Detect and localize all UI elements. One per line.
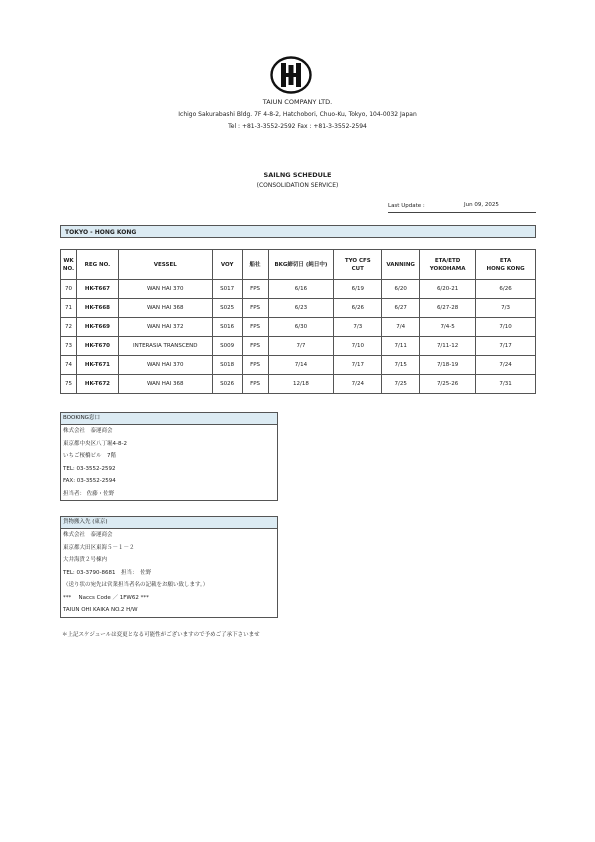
cell-voy: S016	[212, 318, 242, 337]
cell-eta: 7/3	[476, 299, 536, 318]
table-row	[61, 337, 536, 356]
cell-voy: S009	[212, 337, 242, 356]
cell-reg: HK-T672	[76, 375, 118, 394]
cell-vessel: WAN HAI 368	[118, 375, 212, 394]
cell-bkg: 6/16	[268, 280, 334, 299]
table-row	[61, 280, 536, 299]
delivery-line: 大井海貨２号棟内	[63, 557, 108, 563]
table-row	[61, 375, 536, 394]
delivery-header: 貨物搬入先 (東京)	[61, 517, 277, 529]
booking-line: FAX: 03-3552-2594	[63, 478, 116, 484]
cell-reg: HK-T668	[76, 299, 118, 318]
last-update-value: Jun 09, 2025	[464, 202, 499, 208]
table-row	[61, 299, 536, 318]
col-header-voy: VOY	[212, 250, 242, 280]
cell-etd: 7/4-5	[420, 318, 476, 337]
cell-bkg: 12/18	[268, 375, 334, 394]
cell-voy: S025	[212, 299, 242, 318]
cell-eta: 7/10	[476, 318, 536, 337]
col-header-wk: WK NO.	[61, 250, 77, 280]
cell-vanning: 6/27	[382, 299, 420, 318]
booking-line: 東京都中央区八丁堀4-8-2	[63, 440, 127, 447]
delivery-line: （送り状の宛先は営業担当者名の記載をお願い致します。）	[63, 582, 209, 588]
cell-etd: 7/11-12	[420, 337, 476, 356]
cell-vessel: WAN HAI 370	[118, 356, 212, 375]
cell-carrier: FPS	[242, 318, 268, 337]
table-row	[61, 356, 536, 375]
cell-bkg: 7/7	[268, 337, 334, 356]
cell-etd: 6/20-21	[420, 280, 476, 299]
cell-cfs: 7/17	[334, 356, 382, 375]
cell-etd: 7/18-19	[420, 356, 476, 375]
cell-cfs: 6/26	[334, 299, 382, 318]
col-header-vessel: VESSEL	[118, 250, 212, 280]
document-subtitle: (CONSOLIDATION SERVICE)	[256, 182, 339, 189]
cell-wk: 70	[61, 280, 77, 299]
company-name: TAIUN COMPANY LTD.	[262, 98, 333, 106]
cell-vessel: WAN HAI 370	[118, 280, 212, 299]
booking-line: いちご桜橋ビル 7階	[63, 453, 116, 459]
cell-bkg: 6/30	[268, 318, 334, 337]
cell-bkg: 6/23	[268, 299, 334, 318]
booking-header: BOOKING窓口	[61, 413, 277, 425]
cell-voy: S026	[212, 375, 242, 394]
col-header-bkg: BKG締切日 (純日中)	[268, 250, 334, 280]
col-header-etd: ETA/ETD YOKOHAMA	[420, 250, 476, 280]
table-row	[61, 318, 536, 337]
company-logo	[270, 56, 312, 94]
cell-wk: 74	[61, 356, 77, 375]
col-header-carrier: 船社	[242, 250, 268, 280]
booking-line: TEL: 03-3552-2592	[63, 465, 116, 472]
col-header-cfs: TYO CFS CUT	[334, 250, 382, 280]
cell-eta: 7/24	[476, 356, 536, 375]
booking-line: 株式会社 泰運商会	[63, 428, 113, 434]
col-header-reg: REG NO.	[76, 250, 118, 280]
last-update	[388, 202, 536, 213]
last-update-label: Last Update :	[388, 203, 425, 209]
cell-cfs: 7/3	[334, 318, 382, 337]
cell-carrier: FPS	[242, 356, 268, 375]
cell-vessel: WAN HAI 372	[118, 318, 212, 337]
delivery-line: TEL: 03-3790-8681 担当： 佐野	[63, 569, 152, 576]
cell-etd: 7/25-26	[420, 375, 476, 394]
cell-vanning: 6/20	[382, 280, 420, 299]
cell-cfs: 7/24	[334, 375, 382, 394]
col-header-eta: ETA HONG KONG	[476, 250, 536, 280]
cell-carrier: FPS	[242, 375, 268, 394]
cell-wk: 72	[61, 318, 77, 337]
cell-carrier: FPS	[242, 299, 268, 318]
sailing-schedule-table	[60, 249, 536, 394]
delivery-line: TAIUN OHI KAIKA NO.2 H/W	[63, 607, 138, 613]
cell-etd: 6/27-28	[420, 299, 476, 318]
delivery-destination-box	[60, 516, 278, 618]
cell-vessel: WAN HAI 368	[118, 299, 212, 318]
cell-carrier: FPS	[242, 337, 268, 356]
cell-cfs: 7/10	[334, 337, 382, 356]
cell-cfs: 6/19	[334, 280, 382, 299]
delivery-line: *** Naccs Code ／ 1FW62 ***	[63, 594, 149, 601]
delivery-line: 東京都大田区東海５－１－２	[63, 544, 135, 551]
cell-vanning: 7/15	[382, 356, 420, 375]
cell-wk: 75	[61, 375, 77, 394]
cell-eta: 7/17	[476, 337, 536, 356]
booking-line: 担当者： 佐藤・佐野	[63, 490, 115, 497]
company-contact: Tel : +81-3-3552-2592 Fax : +81-3-3552-2594	[228, 123, 367, 130]
cell-reg: HK-T670	[76, 337, 118, 356]
cell-carrier: FPS	[242, 280, 268, 299]
company-address: Ichigo Sakurabashi Bldg. 7F 4-8-2, Hatchobori, Chuo-Ku, Tokyo, 104-0032 Japan	[178, 111, 417, 118]
cell-vanning: 7/4	[382, 318, 420, 337]
cell-bkg: 7/14	[268, 356, 334, 375]
cell-vanning: 7/25	[382, 375, 420, 394]
table-header-row	[61, 250, 536, 280]
cell-reg: HK-T669	[76, 318, 118, 337]
footnote: ＊上記スケジュールは変更となる可能性がございますので予めご了承下さいませ	[62, 632, 260, 638]
cell-wk: 71	[61, 299, 77, 318]
booking-contact-box	[60, 412, 278, 501]
route-header: TOKYO - HONG KONG	[60, 225, 536, 238]
cell-vessel: INTERASIA TRANSCEND	[118, 337, 212, 356]
delivery-line: 株式会社 泰運商会	[63, 532, 113, 538]
cell-voy: S017	[212, 280, 242, 299]
cell-eta: 7/31	[476, 375, 536, 394]
col-header-vanning: VANNING	[382, 250, 420, 280]
cell-reg: HK-T667	[76, 280, 118, 299]
cell-vanning: 7/11	[382, 337, 420, 356]
cell-eta: 6/26	[476, 280, 536, 299]
cell-wk: 73	[61, 337, 77, 356]
cell-voy: S018	[212, 356, 242, 375]
document-title: SAILNG SCHEDULE	[263, 171, 332, 179]
cell-reg: HK-T671	[76, 356, 118, 375]
